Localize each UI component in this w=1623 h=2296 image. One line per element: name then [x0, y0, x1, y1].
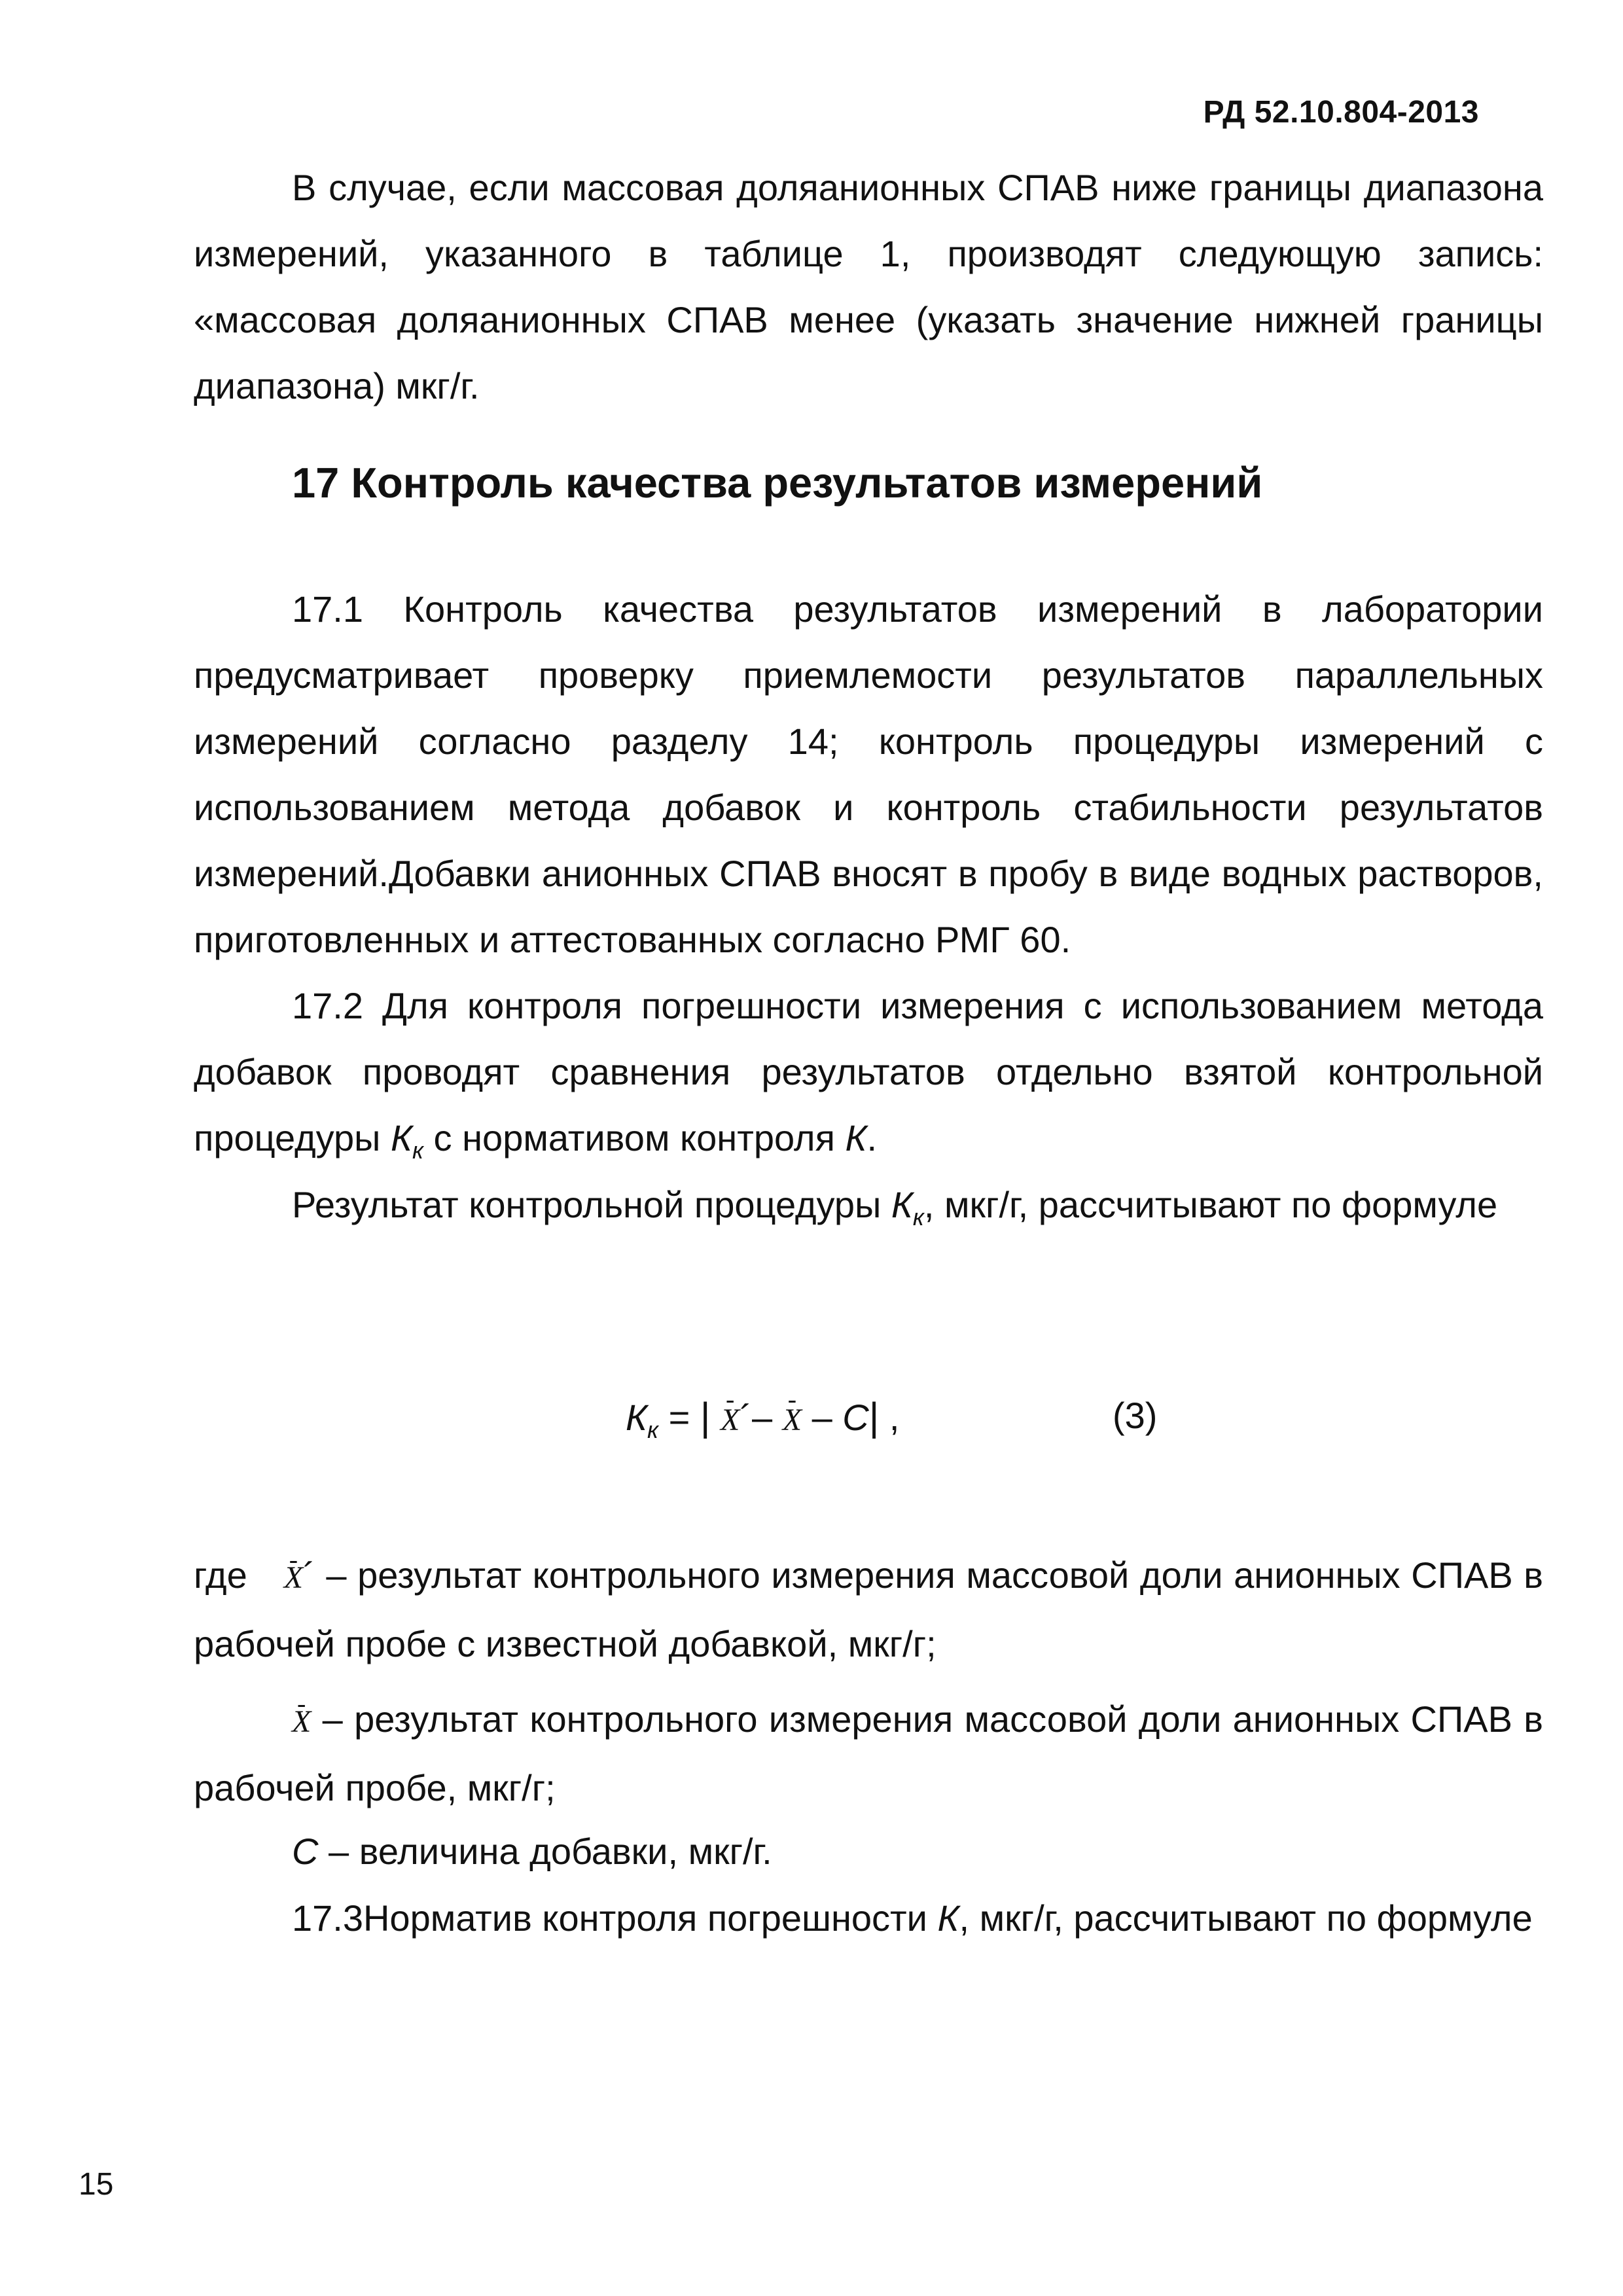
definition-x-text: – результат контрольного измерения массовой доли анионных СПАВ в рабочей пробе, мкг/г;	[194, 1698, 1544, 1808]
paragraph-17-3-text-cont: , мкг/г, рассчитывают по формуле	[959, 1897, 1533, 1939]
definition-c	[194, 1818, 1543, 1884]
paragraph-17-2: 17.2 Для контроля погрешности измерения с использованием метода добавок проводят сравнения результатов отдельно взятой контрольной процедуры $К_к$ с нормативом контроля К.	[194, 985, 1543, 1164]
paragraph-17-3-text: 17.3Норматив контроля погрешности	[292, 1897, 938, 1939]
section-heading: 17 Контроль качества результатов измерений	[292, 459, 1263, 507]
paragraph-lower-limit-text: В случае, если массовая доляанионных СПАВ ниже границы диапазона измерений, указанного в таблице 1, производят следующую запись: «массовая доляанионных СПАВ менее (указать значение нижней границы диапазона) мкг/г.	[194, 167, 1543, 406]
x-bar-symbol: - X	[783, 1402, 802, 1438]
paragraph-result	[194, 1172, 1543, 1250]
paragraph-17-1-text: 17.1 Контроль качества результатов измерений в лаборатории предусматривает проверку приемлемости результатов параллельных измерений согласно разделу 14; контроль процедуры измерений с использованием метода добавок и контроль стабильности результатов измерений.Добавки анионных СПАВ вносят в пробу в виде водных растворов, приготовленных и аттестованных согласно РМГ 60.	[194, 588, 1543, 960]
paragraph-result-text-cont: , мкг/г, рассчитывают по формуле	[923, 1184, 1498, 1225]
document-code: РД 52.10.804-2013	[1203, 95, 1479, 130]
x-bar-symbol: - X	[292, 1689, 311, 1755]
page-number: 15	[79, 2167, 114, 2202]
symbol-kk: $К_к$	[891, 1184, 924, 1231]
formula-3	[0, 1394, 1623, 1460]
formula-expression: $К_к$ = | - X´– - X – C| ,	[626, 1394, 899, 1444]
definition-x	[194, 1686, 1543, 1821]
definition-x-prime-text: – результат контрольного измерения массовой доли анионных СПАВ в рабочей пробе с известной добавкой, мкг/г;	[194, 1554, 1544, 1664]
paragraph-lower-limit	[194, 154, 1543, 419]
where-label: где	[194, 1554, 247, 1596]
x-bar-prime-symbol: - X	[284, 1545, 303, 1611]
symbol-k: К	[937, 1897, 959, 1939]
symbol-k: К	[845, 1117, 867, 1158]
definition-x-prime: где- X´ – результат контрольного измерения массовой доли анионных СПАВ в рабочей пробе с известной добавкой, мкг/г;	[194, 1542, 1543, 1677]
symbol-c: C	[292, 1831, 319, 1872]
x-bar-prime-symbol: - X	[721, 1402, 740, 1438]
formula-number: (3)	[1113, 1395, 1158, 1436]
paragraph-17-3	[194, 1885, 1543, 1951]
paragraph-17-2-text: 17.2 Для контроля погрешности измерения с использованием метода добавок проводят сравнения результатов отдельно взятой контрольной процедуры	[194, 985, 1543, 1158]
definition-c-text: – величина добавки, мкг/г.	[318, 1831, 772, 1872]
paragraph-result-text: Результат контрольной процедуры	[292, 1184, 891, 1225]
symbol-kk: $К_к$	[390, 1117, 423, 1164]
paragraph-17-2-text-cont: с нормативом контроля	[423, 1117, 846, 1158]
paragraph-17-1	[194, 576, 1543, 973]
